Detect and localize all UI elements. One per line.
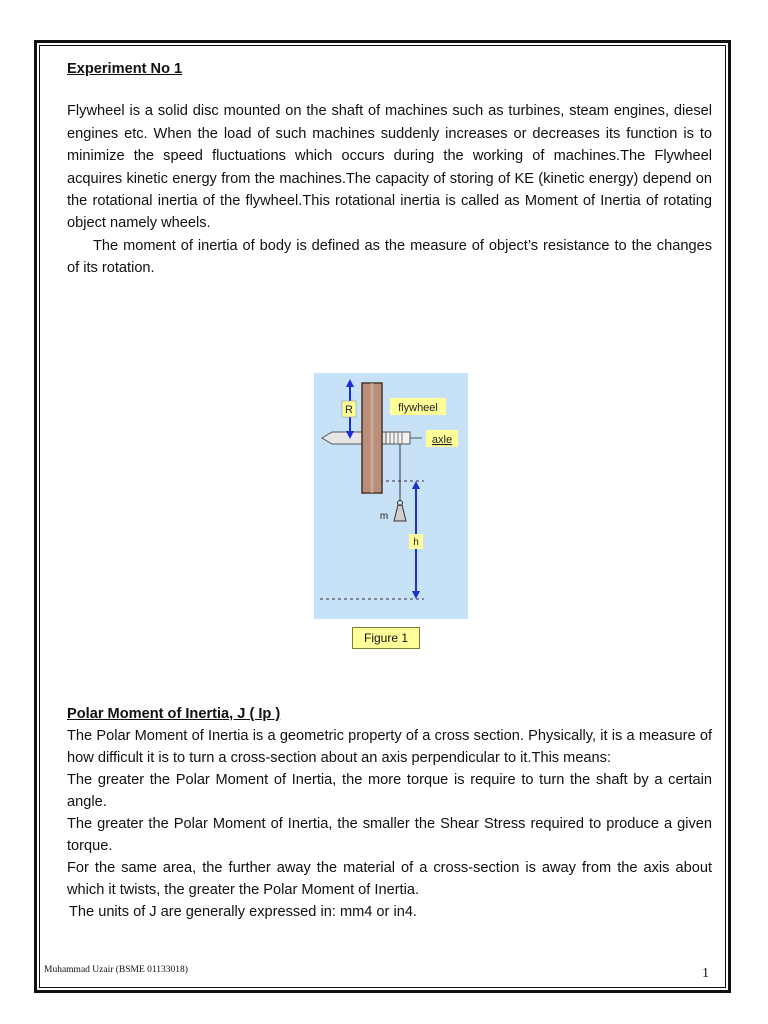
intro-paragraph: Flywheel is a solid disc mounted on the shaft of machines such as turbines, steam engines, diesel engines etc. When the load of such machines suddenly increases or decreases its function is to minimize the speed fluctuations which occurs during the working of machines.The Flywheel acquires kinetic energy from the machines.The capacity of storing of KE (kinetic energy) depend on the rotational inertia of the flywheel.This rotational inertia is called as Moment of Inertia of rotating object namely wheels. [67,103,712,232]
flywheel-figure [314,373,468,619]
mass-label: m [379,511,389,522]
polar-para-3: The greater the Polar Moment of Inertia, the smaller the Shear Stress required to produce a given torque. [67,816,712,854]
height-label: h [413,537,419,548]
footer-author: Muhammad Uzair (BSME 01133018) [44,965,188,975]
radius-label: R [345,404,353,416]
polar-para-1: The Polar Moment of Inertia is a geometric property of a cross section. Physically, it is a measure of how difficult it is to turn a cross-section about an axis perpendicular to it.This means: [67,728,712,766]
polar-para-4: For the same area, the further away the material of a cross-section is away from the axis about which it twists, the greater the Polar Moment of Inertia. [67,860,712,898]
moi-paragraph: The moment of inertia of body is defined as the measure of object’s resistance to the changes of its rotation. [67,237,712,277]
experiment-heading: Experiment No 1 [67,61,183,77]
page-number: 1 [702,966,709,981]
flywheel-label: flywheel [398,402,438,414]
axle-label: axle [431,434,453,446]
figure-caption: Figure 1 [352,627,420,649]
intro-section [67,58,712,280]
polar-moment-heading: Polar Moment of Inertia, J ( Ip ) [67,706,281,722]
polar-para-5: The units of J are generally expressed in: mm4 or in4. [69,904,417,920]
polar-para-2: The greater the Polar Moment of Inertia, the more torque is require to turn the shaft by a certain angle. [67,772,712,810]
polar-moment-section [67,703,712,923]
